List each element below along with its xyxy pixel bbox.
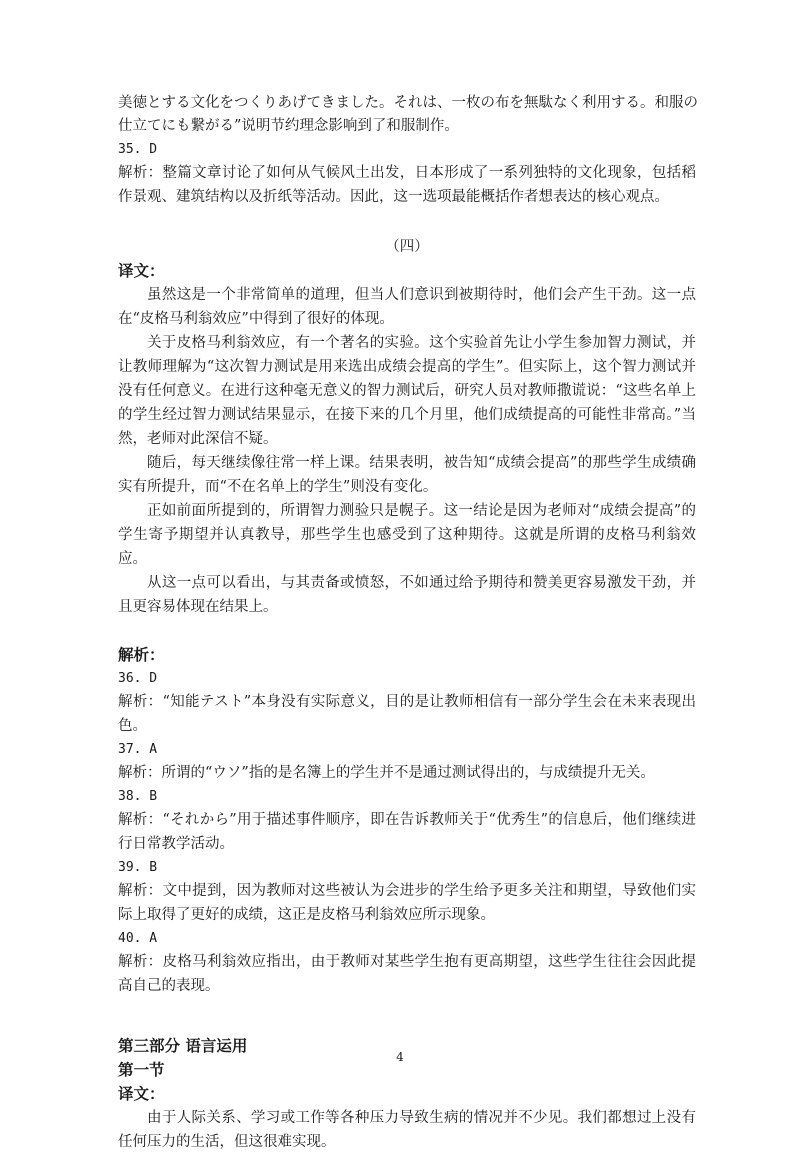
part-3-translation-heading: 译文： xyxy=(118,1085,165,1103)
answer-37: 37. A xyxy=(118,742,158,757)
translation-heading: 译文： xyxy=(118,262,165,280)
document-page xyxy=(118,92,696,1154)
analysis-35: 解析：整篇文章讨论了如何从气候风土出发，日本形成了一系列独特的文化现象，包括稻作景观、建筑结构以及折纸等活动。因此，这一选项最能概括作者想表达的核心观点。 xyxy=(118,165,696,205)
analysis-37: 解析：所谓的“ウソ”指的是名簿上的学生并不是通过测试得出的，与成绩提升无关。 xyxy=(118,765,655,781)
previous-answer-block xyxy=(118,92,696,209)
answer-39: 39. B xyxy=(118,860,158,875)
analysis-36: 解析：“知能テスト”本身没有实际意义，目的是让教师相信有一部分学生会在未来表现出色。 xyxy=(118,694,696,734)
answer-35: 35. D xyxy=(118,142,158,157)
translation-paragraph-1: 虽然这是一个非常简单的道理，但当人们意识到被期待时，他们会产生干劲。这一点在“皮格马利翁效应”中得到了很好的体现。 xyxy=(118,287,696,327)
section-1-title: 第一节 xyxy=(118,1061,165,1079)
translation-paragraph-4: 正如前面所提到的，所谓智力测验只是幌子。这一结论是因为老师对“成绩会提高”的学生寄予期望并认真教导，那些学生也感受到了这种期待。这就是所谓的皮格马利翁效应。 xyxy=(118,503,696,567)
translation-paragraph-5: 从这一点可以看出，与其责备或愤怒，不如通过给予期待和赞美更容易激发干劲，并且更容易体现在结果上。 xyxy=(118,575,696,615)
analysis-heading: 解析： xyxy=(118,646,165,664)
part-3-paragraph: 由于人际关系、学习或工作等各种压力导致生病的情况并不少见。我们都想过上没有任何压力的生活，但这很难实现。 xyxy=(118,1110,696,1150)
japanese-text-line-1: 美徳とする文化をつくりあげてきました。それは、一枚の布を無駄なく利用する。和服の xyxy=(118,95,698,111)
part-3-title: 第三部分 语言运用 xyxy=(118,1037,248,1055)
answer-38: 38. B xyxy=(118,789,158,804)
translation-paragraph-3: 随后，每天继续像往常一样上课。结果表明，被告知“成绩会提高”的那些学生成绩确实有所提升，而“不在名单上的学生”则没有变化。 xyxy=(118,455,696,495)
answer-36: 36. D xyxy=(118,671,158,686)
japanese-text-line-2: 仕立てにも繋がる”说明节约理念影响到了和服制作。 xyxy=(118,118,459,134)
analysis-39: 解析：文中提到，因为教师对这些被认为会进步的学生给予更多关注和期望，导致他们实际上取得了更好的成绩，这正是皮格马利翁效应所示现象。 xyxy=(118,883,696,923)
translation-paragraph-2: 关于皮格马利翁效应，有一个著名的实验。这个实验首先让小学生参加智力测试，并让教师理解为“这次智力测试是用来选出成绩会提高的学生”。但实际上，这个智力测试并没有任何意义。在进行这种毫无意义的智力测试后，研究人员对教师撒谎说：“这些名单上的学生经过智力测试结果显示，在接下来的几个月里，他们成绩提高的可能性非常高。”当然，老师对此深信不疑。 xyxy=(118,335,696,447)
section-title-4: （四） xyxy=(385,239,429,255)
analysis-40: 解析：皮格马利翁效应指出，由于教师对某些学生抱有更高期望，这些学生往往会因此提高自己的表现。 xyxy=(118,954,696,994)
page-number: 4 xyxy=(396,1050,404,1064)
analysis-38: 解析：“それから”用于描述事件顺序，即在告诉教师关于“优秀生”的信息后，他们继续进行日常教学活动。 xyxy=(118,812,696,852)
answer-40: 40. A xyxy=(118,931,158,946)
